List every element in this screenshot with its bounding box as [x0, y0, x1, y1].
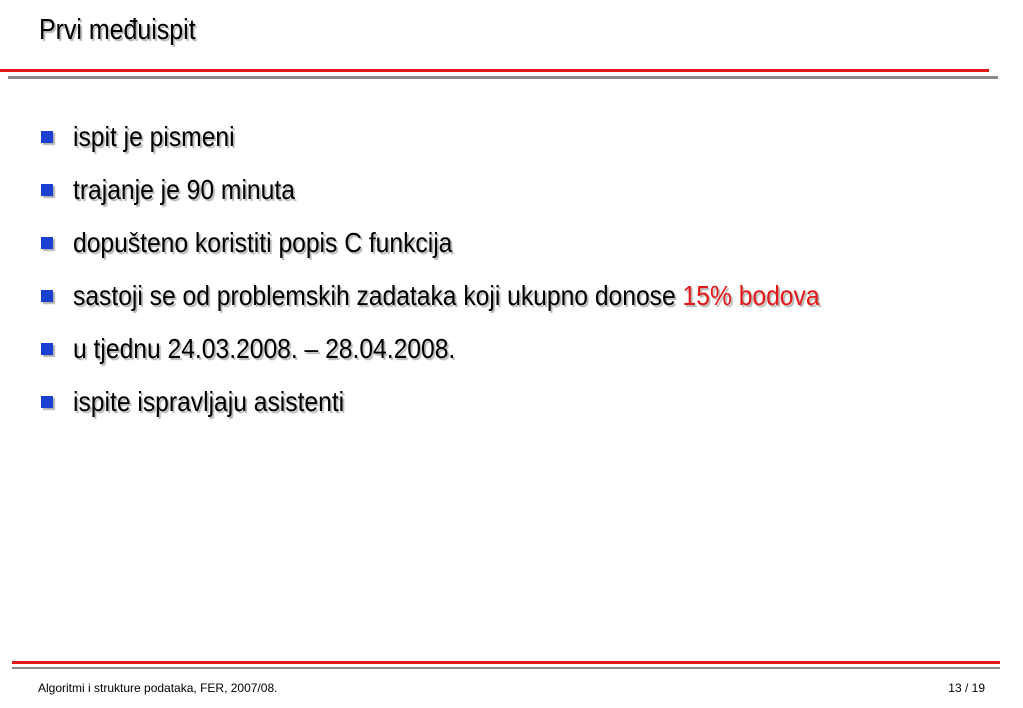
- bullet-text: sastoji se od problemskih zadataka koji ukupno donose: [73, 279, 683, 311]
- footer-course: Algoritmi i strukture podataka, FER, 2007/08.: [38, 681, 278, 695]
- square-bullet-icon: [41, 343, 53, 355]
- bullet-item: [41, 322, 921, 375]
- bullet-text: ispite ispravljaju asistenti: [73, 385, 345, 417]
- square-bullet-icon: [41, 184, 53, 196]
- points-highlight: 15% bodova: [682, 279, 820, 311]
- bullet-item: [41, 110, 921, 163]
- title-rule-gray: [8, 76, 998, 79]
- bullet-item: [41, 269, 921, 322]
- slide-title: Prvi međuispit: [39, 14, 196, 46]
- square-bullet-icon: [41, 290, 53, 302]
- bullet-text: trajanje je 90 minuta: [73, 173, 295, 205]
- square-bullet-icon: [41, 396, 53, 408]
- bullet-text: u tjednu 24.03.2008. – 28.04.2008.: [73, 332, 456, 364]
- footer-rule-gray: [12, 667, 1000, 669]
- bullet-list: [41, 110, 921, 428]
- bullet-item: [41, 216, 921, 269]
- footer-page-number: 13 / 19: [948, 681, 985, 695]
- bullet-text-with-highlight: [73, 280, 820, 312]
- bullet-text: ispit je pismeni: [73, 120, 235, 152]
- square-bullet-icon: [41, 237, 53, 249]
- bullet-item: [41, 163, 921, 216]
- bullet-item: [41, 375, 921, 428]
- square-bullet-icon: [41, 131, 53, 143]
- title-rule-red: [0, 69, 989, 72]
- footer-rule-red: [12, 661, 1000, 664]
- bullet-text: dopušteno koristiti popis C funkcija: [73, 226, 453, 258]
